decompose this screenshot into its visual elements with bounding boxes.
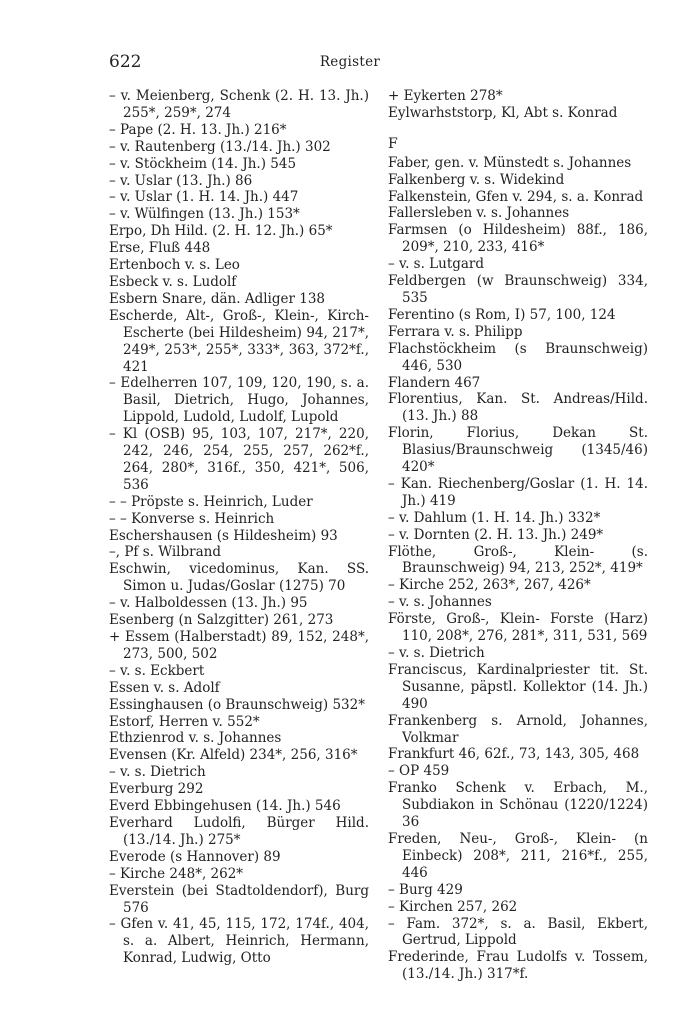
index-entry: Esenberg (n Salzgitter) 261, 273 — [109, 612, 334, 629]
index-entry: – v. Halboldessen (13. Jh.) 95 — [109, 595, 308, 612]
index-entry: Florin, Florius, Dekan St. Blasius/Braunschweig (1345/46) 420* — [388, 425, 648, 476]
index-entry: Erpo, Dh Hild. (2. H. 12. Jh.) 65* — [109, 223, 333, 240]
index-entry: Escherde, Alt-, Groß-, Klein-, Kirch-Escherte (bei Hildesheim) 94, 217*, 249*, 253*, 255*, 333*, 363, 372*f., 421 — [109, 307, 369, 375]
index-entry: Falkenberg v. s. Widekind — [388, 171, 565, 188]
index-entry: Everburg 292 — [109, 781, 204, 798]
index-entry: – v. s. Johannes — [388, 594, 492, 611]
index-entry: Ferentino (s Rom, I) 57, 100, 124 — [388, 306, 616, 323]
index-entry: – Pape (2. H. 13. Jh.) 216* — [109, 121, 287, 138]
index-entry: Flandern 467 — [388, 374, 481, 391]
index-entry: – Gfen v. 41, 45, 115, 172, 174f., 404, s. a. Albert, Heinrich, Hermann, Konrad, Ludwig, Otto — [109, 916, 369, 967]
index-entry: – v. s. Lutgard — [388, 256, 485, 273]
index-entry: – v. Meienberg, Schenk (2. H. 13. Jh.) 255*, 259*, 274 — [109, 88, 369, 121]
index-entry: – – Konverse s. Heinrich — [109, 510, 275, 527]
index-entry: Ethzienrod v. s. Johannes — [109, 730, 282, 747]
index-entry: Frankenberg s. Arnold, Johannes, Volkmar — [388, 712, 648, 746]
index-entry: Florentius, Kan. St. Andreas/Hild. (13. Jh.) 88 — [388, 391, 648, 425]
index-entry: – v. Rautenberg (13./14. Jh.) 302 — [109, 138, 331, 155]
index-entry: Everd Ebbingehusen (14. Jh.) 546 — [109, 798, 341, 815]
index-entry: Everstein (bei Stadtoldendorf), Burg 576 — [109, 882, 369, 916]
index-entry: – v. Dahlum (1. H. 14. Jh.) 332* — [388, 509, 601, 526]
index-entry: + Essem (Halberstadt) 89, 152, 248*, 273, 500, 502 — [109, 629, 369, 662]
index-entry: – Kirche 252, 263*, 267, 426* — [388, 577, 591, 594]
index-entry: Essinghausen (o Braunschweig) 532* — [109, 696, 365, 713]
index-entry: Flachstöckheim (s Braunschweig) 446, 530 — [388, 340, 648, 374]
index-entry: Feldbergen (w Braunschweig) 334, 535 — [388, 273, 648, 306]
index-entry: – Kan. Riechenberg/Goslar (1. H. 14. Jh.) 419 — [388, 475, 648, 509]
index-entry: Franko Schenk v. Erbach, M., Subdiakon in Schönau (1220/1224) 36 — [388, 780, 648, 831]
page-number: 622 — [109, 52, 142, 72]
index-entry: Estorf, Herren v. 552* — [109, 713, 260, 730]
index-entry: Flöthe, Groß-, Klein- (s. Braunschweig) 94, 213, 252*, 419* — [388, 543, 648, 577]
index-entry: – v. s. Dietrich — [388, 645, 485, 661]
index-entry: – Edelherren 107, 109, 120, 190, s. a. Basil, Dietrich, Hugo, Johannes, Lippold, Ludold, Ludolf, Lupold — [109, 375, 369, 426]
index-entry: –, Pf s. Wilbrand — [109, 544, 221, 561]
index-entry: Falkenstein, Gfen v. 294, s. a. Konrad — [388, 188, 644, 205]
index-entry: Frankfurt 46, 62f., 73, 143, 305, 468 — [388, 746, 640, 763]
index-entry: Faber, gen. v. Münstedt s. Johannes — [388, 154, 632, 171]
index-entry: Fallersleben v. s. Johannes — [388, 205, 570, 222]
index-entry: – OP 459 — [388, 763, 450, 780]
index-entry: – v. Uslar (13. Jh.) 86 — [109, 172, 253, 189]
index-entry: Eschershausen (s Hildesheim) 93 — [109, 527, 338, 544]
index-entry: – v. s. Dietrich — [109, 764, 206, 781]
index-entry: – Burg 429 — [388, 881, 463, 898]
index-entry: Eschwin, vicedominus, Kan. SS. Simon u. Judas/Goslar (1275) 70 — [109, 561, 369, 595]
index-entry: – v. s. Eckbert — [109, 662, 205, 679]
index-entry: Eylwarhststorp, Kl, Abt s. Konrad — [388, 104, 618, 121]
index-entry: Erse, Fluß 448 — [109, 240, 211, 257]
index-entry: Farmsen (o Hildesheim) 88f., 186, 209*, 210, 233, 416* — [388, 222, 648, 256]
index-entry: Frederinde, Frau Ludolfs v. Tossem, (13./14. Jh.) 317*f. — [388, 949, 648, 983]
index-entry: Freden, Neu-, Groß-, Klein- (n Einbeck) 208*, 211, 216*f., 255, 446 — [388, 830, 648, 881]
index-entry: – Kl (OSB) 95, 103, 107, 217*, 220, 242, 246, 254, 255, 257, 262*f., 264, 280*, 316f., 350, 421*, 506, 536 — [109, 426, 369, 493]
index-entry: Ertenboch v. s. Leo — [109, 257, 240, 274]
index-entry: – v. Uslar (1. H. 14. Jh.) 447 — [109, 189, 299, 206]
index-entry: Franciscus, Kardinalpriester tit. St. Susanne, päpstl. Kollektor (14. Jh.) 490 — [388, 661, 648, 712]
section-letter: F — [388, 135, 398, 152]
running-title: Register — [319, 54, 381, 70]
index-entry: – Fam. 372*, s. a. Basil, Ekbert, Gertrud, Lippold — [388, 915, 648, 949]
index-entry: Esbern Snare, dän. Adliger 138 — [109, 290, 326, 307]
index-entry: + Eykerten 278* — [388, 88, 503, 104]
index-entry: – Kirche 248*, 262* — [109, 865, 244, 882]
index-entry: – v. Dornten (2. H. 13. Jh.) 249* — [388, 526, 604, 543]
index-entry: – Kirchen 257, 262 — [388, 898, 518, 915]
index-entry: – v. Wülfingen (13. Jh.) 153* — [109, 206, 300, 223]
index-entry: – v. Stöckheim (14. Jh.) 545 — [109, 155, 297, 172]
index-entry: Everode (s Hannover) 89 — [109, 848, 281, 865]
index-entry: – – Pröpste s. Heinrich, Luder — [109, 493, 313, 510]
index-entry: Evensen (Kr. Alfeld) 234*, 256, 316* — [109, 747, 358, 764]
index-entry: Ferrara v. s. Philipp — [388, 323, 523, 340]
right-column — [388, 88, 648, 983]
index-entry: Essen v. s. Adolf — [109, 679, 220, 696]
index-entry: Esbeck v. s. Ludolf — [109, 273, 237, 290]
left-column — [109, 88, 369, 967]
index-entry: Everhard Ludolfi, Bürger Hild. (13./14. Jh.) 275* — [109, 814, 369, 848]
page-header — [0, 52, 700, 74]
index-entry: Förste, Groß-, Klein- Forste (Harz) 110, 208*, 276, 281*, 311, 531, 569 — [388, 611, 648, 645]
